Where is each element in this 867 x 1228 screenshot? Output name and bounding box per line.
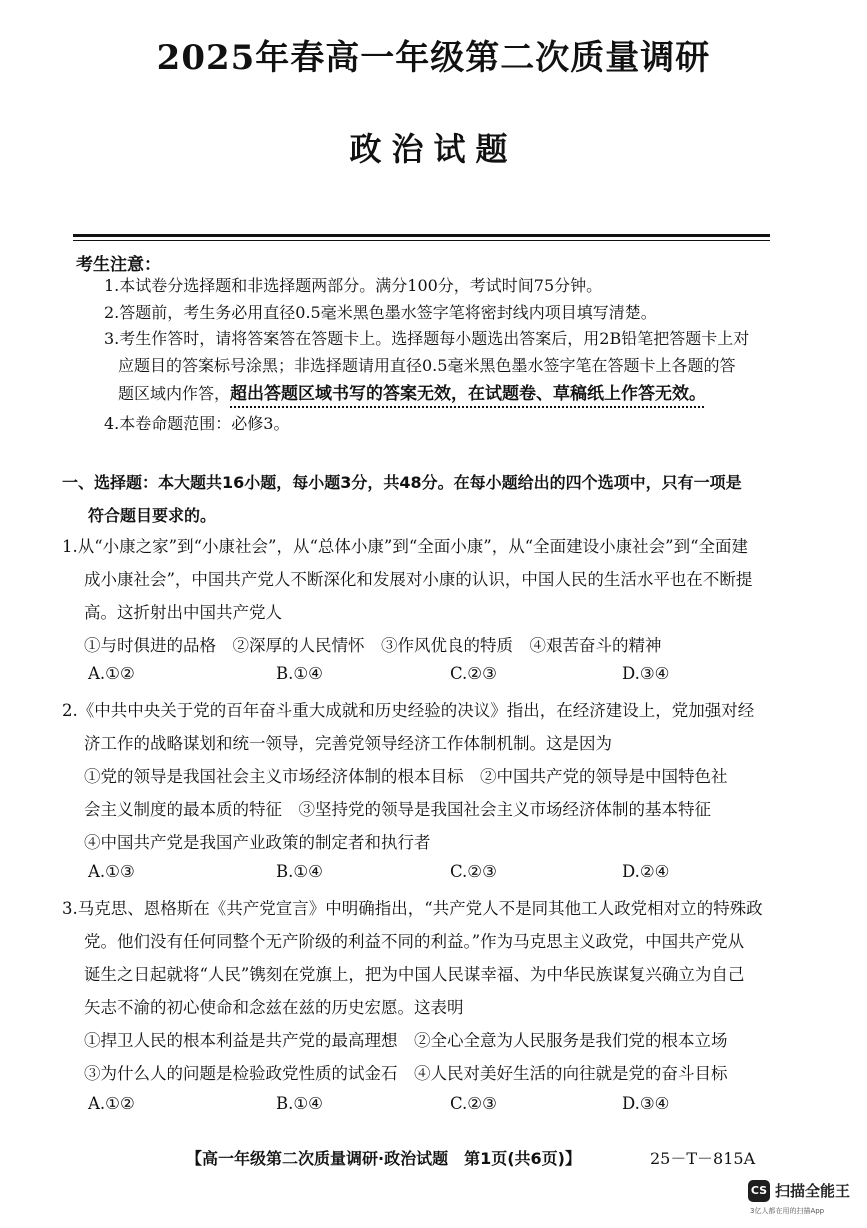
exam-subject: 政治试题 (349, 130, 518, 168)
notice-heading: 考生注意： (76, 255, 161, 275)
option-c: C.②③ (450, 1094, 497, 1113)
option-b: B.①④ (276, 862, 323, 881)
section-line-1: 一、选择题：本大题共16小题，每小题3分，共48分。在每小题给出的四个选项中，只有一项是 (62, 473, 742, 492)
question-line: 1.从“小康之家”到“小康社会”，从“总体小康”到“全面小康”，从“全面建设小康社会”到“全面建 (62, 537, 749, 556)
section-heading (62, 466, 778, 532)
notice-item-3-cont: 应题目的答案标号涂黑；非选择题请用直径0.5毫米黑色墨水签字笔在答题卡上各题的答 (118, 356, 736, 375)
notice-item-1: 1.本试卷分选择题和非选择题两部分。满分100分，考试时间75分钟。 (104, 276, 603, 295)
watermark-name: 扫描全能王 (775, 1182, 851, 1200)
header-divider-thin (73, 240, 770, 241)
statement-line: ④中国共产党是我国产业政策的制定者和执行者 (84, 833, 431, 852)
exam-code: 25－T－815A (650, 1149, 756, 1168)
statement-line: ①与时俱进的品格 ②深厚的人民情怀 ③作风优良的特质 ④艰苦奋斗的精神 (84, 636, 662, 655)
scanner-watermark (748, 1178, 860, 1218)
notice-item-3-end (118, 380, 798, 408)
option-d: D.③④ (622, 1094, 670, 1113)
question-2 (62, 694, 778, 859)
question-line: 高。这折射出中国共产党人 (84, 603, 282, 622)
question-line: 济工作的战略谋划和统一领导，完善党领导经济工作体制机制。这是因为 (84, 734, 612, 753)
option-a: A.①② (88, 664, 135, 683)
statement-line: 会主义制度的最本质的特征 ③坚持党的领导是我国社会主义市场经济体制的基本特征 (84, 800, 711, 819)
watermark-tagline: 3亿人都在用的扫描App (750, 1207, 825, 1215)
question-line: 3.马克思、恩格斯在《共产党宣言》中明确指出，“共产党人不是同其他工人政党相对立的特殊政 (62, 899, 763, 918)
question-1-options (88, 664, 768, 694)
question-2-options (88, 862, 768, 892)
question-line: 成小康社会”，中国共产党人不断深化和发展对小康的认识，中国人民的生活水平也在不断提 (84, 570, 753, 589)
notice-item-2: 2.答题前，考生务必用直径0.5毫米黑色墨水签字笔将密封线内项目填写清楚。 (104, 303, 657, 322)
option-b: B.①④ (276, 664, 323, 683)
statement-line: ①党的领导是我国社会主义市场经济体制的根本目标 ②中国共产党的领导是中国特色社 (84, 767, 728, 786)
question-1 (62, 530, 778, 662)
statement-line: ③为什么人的问题是检验政党性质的试金石 ④人民对美好生活的向往就是党的奋斗目标 (84, 1064, 728, 1083)
option-d: D.③④ (622, 664, 670, 683)
question-line: 党。他们没有任何同整个无产阶级的利益不同的利益。”作为马克思主义政党，中国共产党从 (84, 932, 745, 951)
notice-emphasis: 超出答题区域书写的答案无效，在试题卷、草稿纸上作答无效。 (230, 384, 707, 404)
page-footer: 【高一年级第二次质量调研·政治试题 第1页(共6页)】 (186, 1149, 581, 1168)
notice-text: 题区域内作答， (118, 384, 231, 403)
question-line: 2.《中共中央关于党的百年奋斗重大成就和历史经验的决议》指出，在经济建设上，党加强对经 (62, 701, 755, 720)
camscanner-logo-icon: CS (748, 1180, 770, 1202)
notice-item-3: 3.考生作答时，请将答案答在答题卡上。选择题每小题选出答案后，用2B铅笔把答题卡上对 (104, 329, 750, 348)
option-c: C.②③ (450, 664, 497, 683)
option-d: D.②④ (622, 862, 670, 881)
option-a: A.①② (88, 1094, 135, 1113)
question-line: 矢志不渝的初心使命和念兹在兹的历史宏愿。这表明 (84, 998, 464, 1017)
question-3 (62, 892, 778, 1090)
question-3-options (88, 1094, 768, 1124)
option-c: C.②③ (450, 862, 497, 881)
option-a: A.①③ (88, 862, 135, 881)
section-line-2: 符合题目要求的。 (88, 506, 217, 525)
notice-item-4: 4.本卷命题范围：必修3。 (104, 414, 290, 433)
header-divider-thick (73, 234, 770, 237)
question-line: 诞生之日起就将“人民”镌刻在党旗上，把为中国人民谋幸福、为中华民族谋复兴确立为自己 (84, 965, 745, 984)
exam-title: 2025年春高一年级第二次质量调研 (156, 38, 711, 78)
option-b: B.①④ (276, 1094, 323, 1113)
statement-line: ①捍卫人民的根本利益是共产党的最高理想 ②全心全意为人民服务是我们党的根本立场 (84, 1031, 728, 1050)
